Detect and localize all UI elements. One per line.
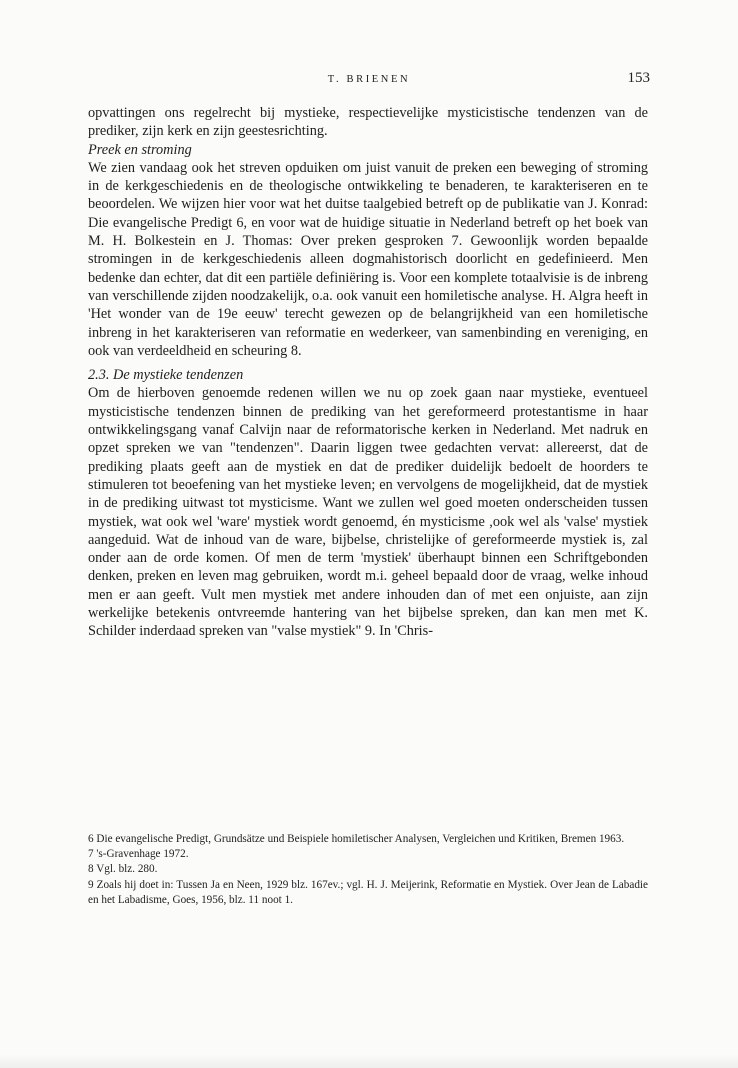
footnote-6: 6 Die evangelische Predigt, Grundsätze und Beispiele homiletischer Analysen, Vergleichen und Kritiken, Bremen 1963. — [88, 833, 625, 845]
page-number: 153 — [627, 70, 650, 86]
running-head: T. BRIENEN — [327, 74, 411, 85]
footnote-8: 8 Vgl. blz. 280. — [88, 863, 158, 876]
section-heading: 2.3. De mystieke tendenzen — [88, 367, 244, 384]
page-header — [88, 70, 650, 90]
footnote-9: 9 Zoals hij doet in: Tussen Ja en Neen, 1929 blz. 167ev.; vgl. H. J. Meijerink, Reformatie en Mystiek. Over Jean de Labadie en het Labadisme, Goes, 1956, blz. 11 noot 1. — [88, 878, 648, 906]
subheading-preek: Preek en stroming — [88, 141, 192, 158]
intro-paragraph: opvattingen ons regelrecht bij mystieke, respectievelijke mysticistische tendenzen van de prediker, zijn kerk en zijn geestesrichting. — [88, 105, 648, 140]
footnotes — [88, 832, 648, 908]
section-paragraph: Om de hierboven genoemde redenen willen we nu op zoek gaan naar mystieke, eventueel mysticistische tendenzen binnen de prediking van het gereformeerd protestantisme in haar ontwikkelingsgang vanaf Calvijn naar de reformatorische kerken in Nederland. Met nadruk en opzet spreken we van "tendenzen". Daarin liggen twee gedachten vervat: allereerst, dat de prediking plaats geeft aan de mystiek en dat de prediker duidelijk bedoelt de hoorders te stimuleren tot beoefening van het mystieke leven; en vervolgens de mogelijkheid, dat de mystiek in de prediking uitwast tot mysticisme. Want we zullen wel goed moeten onderscheiden tussen mystiek, wat ook wel 'ware' mystiek wordt genoemd, én mysticisme ,ook wel als 'valse' mystiek aangeduid. Wat de inhoud van de ware, bijbelse, christelijke of gereformeerde mystiek is, zal onder aan de orde komen. Of men de term 'mystiek' überhaupt binnen een Schriftgebonden denken, preken en leven mag gebruiken, wordt m.i. geheel bepaald door de vraag, welke inhoud men er aan geeft. Vult men mystiek met andere inhouden dan of met een onjuiste, aan zijn werkelijke betekenis ontvreemde hantering van het bijbelse spreken, dan kan men met K. Schilder inderdaad spreken van "valse mystiek" 9. In 'Chris- — [88, 385, 648, 640]
preek-paragraph: We zien vandaag ook het streven opduiken om juist vanuit de preken een beweging of stroming in de kerkgeschiedenis en de theologische ontwikkeling te benaderen, te karakteriseren en te beoordelen. We wijzen hier voor wat het duitse taalgebied betreft op de publikatie van J. Konrad: Die evangelische Predigt 6, en voor wat de huidige situatie in Nederland betreft op het boek van M. H. Bolkestein en J. Thomas: Over preken gesproken 7. Gewoonlijk worden bepaalde stromingen in de kerkgeschiedenis alleen dogmahistorisch doorlicht en gedefinieerd. Men bedenke dan echter, dat dit een partiële definiëring is. Voor een komplete totaalvisie is de inbreng van verschillende zijden noodzakelijk, o.a. ook vanuit een homiletische analyse. H. Algra heeft in 'Het wonder van de 19e eeuw' terecht gewezen op de belangrijkheid van een homiletische inbreng in het karakteriseren van reformatie en wederkeer, van samenbinding en vereniging, en ook van verdeeldheid en scheuring 8. — [88, 159, 648, 359]
body-text — [88, 104, 648, 641]
page-edge-shadow — [0, 1054, 738, 1068]
footnote-7: 7 's-Gravenhage 1972. — [88, 848, 189, 861]
